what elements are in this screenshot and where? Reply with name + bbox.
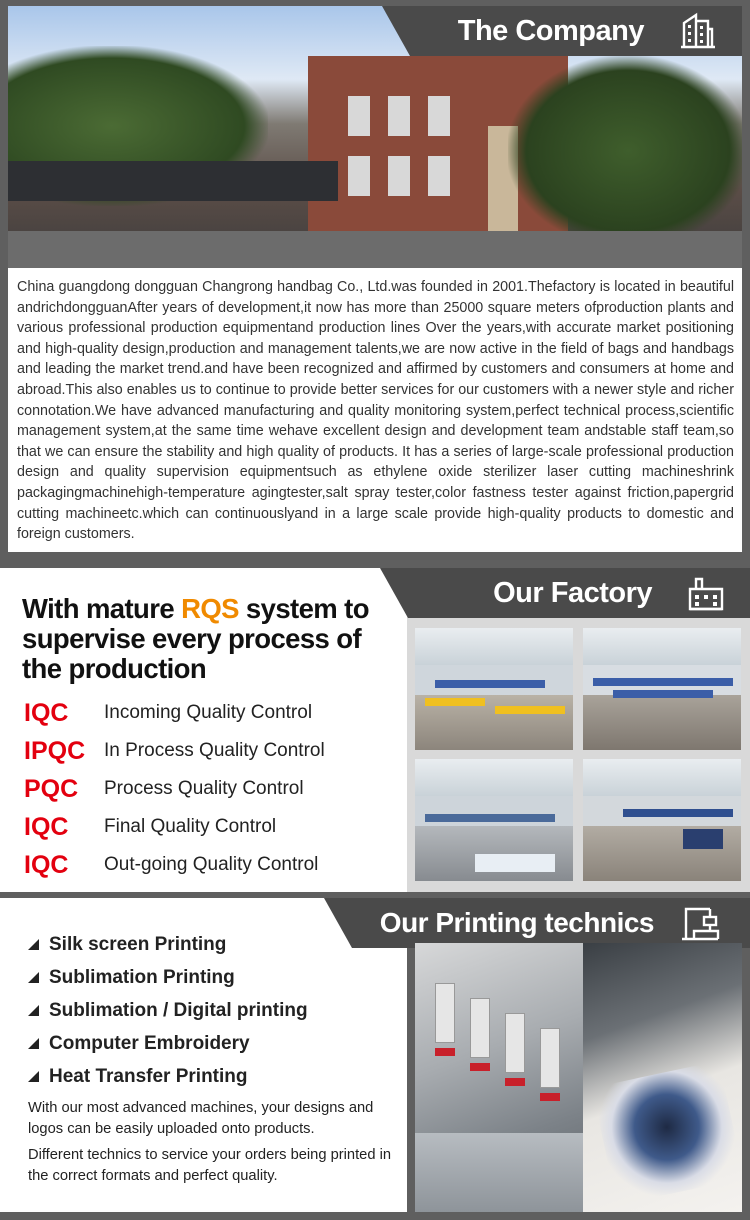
embroidery-machine-photo — [415, 943, 583, 1212]
quality-control-list — [24, 694, 394, 884]
qc-abbr: IQC — [24, 698, 69, 727]
factory-title: Our Factory — [493, 576, 652, 609]
qc-label: In Process Quality Control — [104, 740, 325, 761]
building-icon — [674, 11, 722, 51]
factory-icon — [682, 573, 730, 613]
factory-section — [0, 568, 750, 892]
technic-label: Heat Transfer Printing — [49, 1065, 248, 1087]
qc-label: Out-going Quality Control — [104, 854, 319, 875]
rqs-heading-before: With mature — [22, 593, 182, 624]
triangle-bullet-icon — [28, 1005, 39, 1016]
printing-note-upload: With our most advanced machines, your designs and logos can be easily uploaded onto products. — [28, 1100, 374, 1137]
technic-label: Silk screen Printing — [49, 933, 227, 955]
technic-label: Computer Embroidery — [49, 1032, 250, 1054]
factory-photo-3 — [415, 759, 573, 881]
printing-title: Our Printing technics — [379, 907, 654, 938]
list-item — [28, 1027, 398, 1060]
triangle-bullet-icon — [28, 1071, 39, 1082]
triangle-bullet-icon — [28, 972, 39, 983]
technic-label: Sublimation Printing — [49, 966, 235, 988]
list-item — [28, 994, 398, 1027]
qc-row-in-process — [24, 732, 394, 770]
factory-photo-4 — [583, 759, 741, 881]
triangle-bullet-icon — [28, 1038, 39, 1049]
qc-row-incoming — [24, 694, 394, 732]
company-title: The Company — [457, 14, 644, 47]
qc-abbr: IQC — [24, 850, 69, 879]
factory-photo-1 — [415, 628, 573, 750]
printing-header — [352, 898, 750, 948]
qc-label: Final Quality Control — [104, 816, 277, 837]
qc-label: Incoming Quality Control — [104, 702, 313, 723]
company-header — [410, 6, 742, 56]
list-item — [28, 1060, 398, 1093]
qc-abbr: PQC — [24, 774, 79, 803]
qc-abbr: IQC — [24, 812, 69, 841]
factory-text-panel — [0, 568, 407, 892]
printing-section — [0, 898, 750, 1220]
factory-photo-2 — [583, 628, 741, 750]
company-description: China guangdong dongguan Changrong handbag Co., Ltd.was founded in 2001.Thefactory is located in beautiful andrichdongguanAfter years of development,it now has more than 25000 square meters ofproduction plants and various professional production equipmentand production lines Over the years,with accurate market positioning and high-quality design,production and management talents,we are now active in the field of bags and handbags and leading the market trend.and have been recognized and affirmed by customers and consumers at home and abroad.This also enables us to continue to provide better services for our customers with a newer style and richer connotation.We have advanced manufacturing and quality monitoring system,perfect technical process,scientific management system,at the same time wehave excellent design and development team andstable staff team,so that we can ensure the stability and high quality of products. It has a series of large-scale professional production design and quality supervision equipmentsuch as ethylene oxide sterilizer laser cutting machineshrink packagingmachinehigh-temperature agingtester,salt spray tester,color fastness tester against friction,papergrid cutting machineetc.which can continuouslyand in a large scale provide high-quality products to domestic and foreign customers. — [8, 268, 742, 552]
printing-note-quality: Different technics to service your orders being printed in the correct formats and perfect quality. — [28, 1147, 392, 1184]
technic-label: Sublimation / Digital printing — [49, 999, 308, 1021]
qc-row-outgoing — [24, 846, 394, 884]
qc-row-final — [24, 808, 394, 846]
qc-row-process — [24, 770, 394, 808]
qc-abbr: IPQC — [24, 736, 86, 765]
digital-printer-photo — [583, 943, 742, 1212]
rqs-heading-after: system to supervise every process of the production — [22, 593, 369, 684]
qc-label: Process Quality Control — [104, 778, 304, 799]
rqs-heading — [22, 594, 392, 684]
printer-machine-icon — [676, 903, 724, 943]
factory-header — [408, 568, 750, 618]
printing-technics-list — [28, 928, 398, 1093]
rqs-highlight: RQS — [181, 593, 239, 624]
triangle-bullet-icon — [28, 939, 39, 950]
list-item — [28, 961, 398, 994]
company-section — [0, 0, 750, 562]
